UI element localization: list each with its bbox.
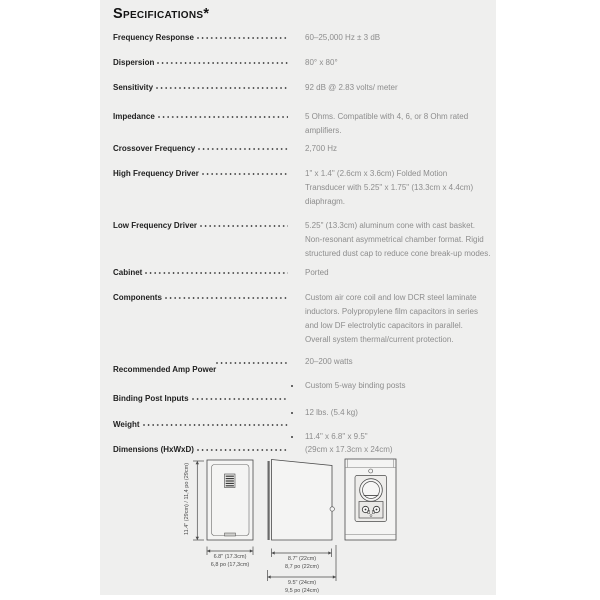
depth2-dimension-label-in: 9.5" (24cm) <box>287 580 317 586</box>
page-title: Specifications* <box>113 6 210 22</box>
depth1-dimension-label-in: 8.7" (22cm) <box>287 556 317 562</box>
spec-label: Sensitivity <box>113 83 154 92</box>
spec-value: Custom 5-way binding posts <box>305 381 406 390</box>
speaker-front-view <box>207 460 253 540</box>
port-icon <box>360 479 383 502</box>
spec-label: Cabinet <box>113 268 143 277</box>
spec-value: Custom air core coil and low DCR steel laminate inductors. Polypropylene film capacitors in series and low DF electrolytic capacitors in parallel. Overall system thermal/current protection. <box>305 293 478 344</box>
tweeter-grille-icon <box>225 474 236 488</box>
spec-value: 80° x 80° <box>305 58 338 67</box>
spec-value: 2,700 Hz <box>305 144 338 153</box>
spec-label: Components <box>113 293 162 302</box>
speaker-dimension-diagram <box>100 0 496 597</box>
depth2-dimension-label-fr: 9,5 po (24cm) <box>285 588 319 594</box>
spec-label: Dimensions (HxWxD) <box>113 445 194 454</box>
spec-value: Ported <box>305 268 329 277</box>
front-height-dimension <box>193 461 204 540</box>
spec-label: Dispersion <box>113 58 155 67</box>
spec-label: Weight <box>113 420 140 429</box>
speaker-side-view <box>268 460 335 541</box>
spec-value: 12 lbs. (5.4 kg) <box>305 408 358 417</box>
spec-value: 1" x 1.4" (2.6cm x 3.6cm) Folded Motion Transducer with 5.25" x 1.75" (13.3cm x 4.4cm) diaphragm. <box>305 169 474 206</box>
width-dimension-label-in: 6.8" (17.3cm) <box>213 554 247 560</box>
speaker-back-view <box>345 459 396 540</box>
binding-posts-icon <box>359 502 383 519</box>
spec-value: 20–200 watts <box>305 357 353 366</box>
nameplate <box>225 533 236 536</box>
depth1-dimension-label-fr: 8,7 po (22cm) <box>285 564 319 570</box>
spec-value: 5 Ohms. Compatible with 4, 6, or 8 Ohm rated amplifiers. <box>305 112 469 135</box>
spec-label: Low Frequency Driver <box>113 221 198 230</box>
front-baffle-edge <box>268 461 270 540</box>
spec-value: (29cm x 17.3cm x 24cm) <box>305 445 393 454</box>
spec-value: 5.25" (13.3cm) aluminum cone with cast basket. Non-resonant asymmetrical chamber format. Rigid structured dust cap to reduce cone break-up modes. <box>305 221 491 258</box>
spec-value: 11.4" x 6.8" x 9.5" <box>305 432 368 441</box>
spec-label: Binding Post Inputs <box>113 394 189 403</box>
spec-label: Recommended Amp Power <box>113 365 217 374</box>
spec-value: 60–25,000 Hz ± 3 dB <box>305 33 381 42</box>
spec-value: 92 dB @ 2.83 volts/ meter <box>305 83 398 92</box>
height-dimension-label: 11.4" (29cm) / 11,4 po (29cm) <box>184 462 190 536</box>
spec-label: High Frequency Driver <box>113 169 199 178</box>
binding-post-side-bump <box>330 507 334 511</box>
spec-label: Frequency Response <box>113 33 194 42</box>
spec-label: Impedance <box>113 112 155 121</box>
width-dimension-label-fr: 6,8 po (17,3cm) <box>210 562 250 568</box>
spec-label: Crossover Frequency <box>113 144 196 153</box>
content-panel <box>100 0 496 595</box>
